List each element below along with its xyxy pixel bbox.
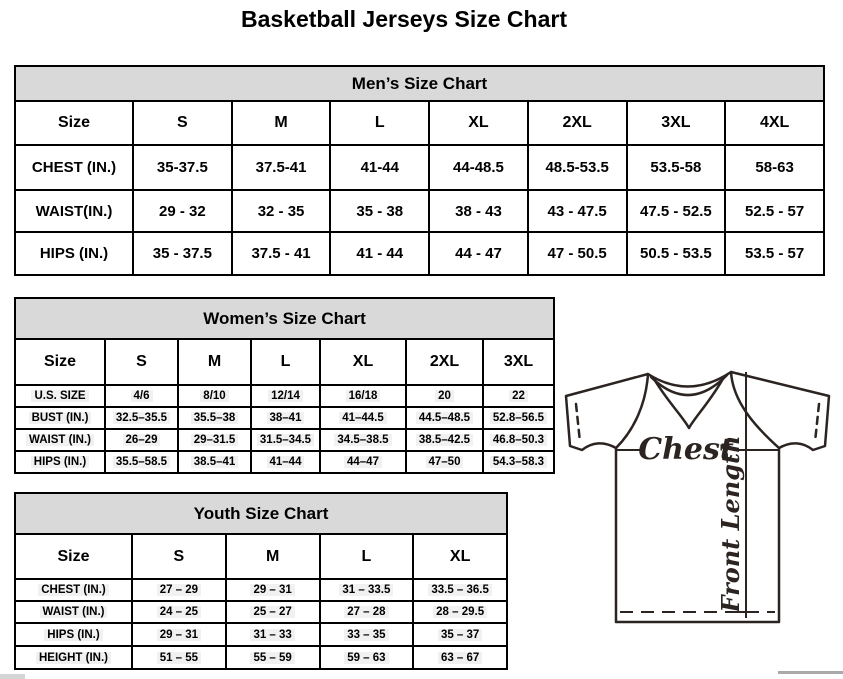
size-cell: 54.3–58.3 — [483, 451, 554, 473]
size-cell: 37.5 - 41 — [232, 232, 331, 275]
column-header: Size — [15, 534, 132, 579]
column-header: XL — [320, 339, 406, 385]
column-header: S — [105, 339, 178, 385]
size-cell: 4/6 — [105, 385, 178, 407]
size-cell: 35 - 38 — [330, 190, 429, 232]
row-label-text: WAIST (IN.) — [26, 434, 94, 446]
size-cell: 47.5 - 52.5 — [627, 190, 726, 232]
column-header: XL — [413, 534, 507, 579]
mens-size-chart-table — [14, 65, 825, 276]
size-cell: 50.5 - 53.5 — [627, 232, 726, 275]
column-header: L — [320, 534, 414, 579]
row-label-text: U.S. SIZE — [31, 390, 88, 402]
row-label — [15, 646, 132, 669]
youth-size-chart-table — [14, 492, 508, 670]
table-row — [15, 232, 824, 275]
size-cell: 28 – 29.5 — [413, 601, 507, 623]
column-header: M — [226, 534, 320, 579]
row-label — [15, 385, 105, 407]
column-header: M — [232, 101, 331, 145]
column-header: Size — [15, 339, 105, 385]
size-cell: 35 - 37.5 — [133, 232, 232, 275]
table-row — [15, 623, 507, 646]
size-cell: 31 – 33 — [226, 623, 320, 646]
size-cell: 29 – 31 — [132, 623, 226, 646]
row-label-text: HIPS (IN.) — [31, 456, 89, 468]
jersey-diagram — [556, 362, 841, 634]
table-row — [15, 601, 507, 623]
size-cell: 20 — [406, 385, 483, 407]
size-cell: 41 - 44 — [330, 232, 429, 275]
size-cell: 44.5–48.5 — [406, 407, 483, 429]
table-row — [15, 385, 554, 407]
table-row — [15, 339, 554, 385]
size-cell: 48.5-53.5 — [528, 145, 627, 190]
row-label-text: HEIGHT (IN.) — [36, 652, 111, 664]
column-header: L — [330, 101, 429, 145]
jersey-outline — [566, 372, 829, 622]
column-header: 4XL — [725, 101, 824, 145]
table-row — [15, 646, 507, 669]
row-label-text: WAIST (IN.) — [40, 606, 108, 618]
row-label — [15, 579, 132, 601]
size-cell: 51 – 55 — [132, 646, 226, 669]
size-cell: 29 - 32 — [133, 190, 232, 232]
size-cell: 29–31.5 — [178, 429, 251, 451]
size-cell: 37.5-41 — [232, 145, 331, 190]
size-cell: 63 – 67 — [413, 646, 507, 669]
size-cell: 31 – 33.5 — [320, 579, 414, 601]
size-cell: 31.5–34.5 — [251, 429, 320, 451]
table-row — [15, 407, 554, 429]
table-row — [15, 66, 824, 101]
column-header: 3XL — [627, 101, 726, 145]
column-header: S — [132, 534, 226, 579]
table-row — [15, 298, 554, 339]
size-cell: 26–29 — [105, 429, 178, 451]
column-header: M — [178, 339, 251, 385]
page-title: Basketball Jerseys Size Chart — [240, 6, 567, 32]
column-header: 2XL — [528, 101, 627, 145]
row-label — [15, 601, 132, 623]
size-cell: 32 - 35 — [232, 190, 331, 232]
column-header: Size — [15, 101, 133, 145]
table-row — [15, 429, 554, 451]
bottom-left-fragment — [0, 674, 25, 679]
youth-table-title: Youth Size Chart — [15, 493, 507, 534]
size-cell: 27 – 29 — [132, 579, 226, 601]
size-cell: 44-48.5 — [429, 145, 528, 190]
row-label: WAIST(IN.) — [15, 190, 133, 232]
size-cell: 38–41 — [251, 407, 320, 429]
size-cell: 41-44 — [330, 145, 429, 190]
column-header: S — [133, 101, 232, 145]
size-cell: 52.8–56.5 — [483, 407, 554, 429]
bottom-right-fragment — [778, 671, 843, 674]
row-label — [15, 407, 105, 429]
table-row — [15, 493, 507, 534]
row-label — [15, 623, 132, 646]
size-cell: 53.5 - 57 — [725, 232, 824, 275]
table-row — [15, 534, 507, 579]
size-cell: 38 - 43 — [429, 190, 528, 232]
size-cell: 22 — [483, 385, 554, 407]
mens-table-title: Men’s Size Chart — [15, 66, 824, 101]
size-cell: 41–44 — [251, 451, 320, 473]
row-label — [15, 429, 105, 451]
table-row — [15, 190, 824, 232]
size-cell: 34.5–38.5 — [320, 429, 406, 451]
table-row — [15, 579, 507, 601]
size-cell: 33.5 – 36.5 — [413, 579, 507, 601]
size-cell: 12/14 — [251, 385, 320, 407]
size-cell: 33 – 35 — [320, 623, 414, 646]
size-cell: 41–44.5 — [320, 407, 406, 429]
row-label: HIPS (IN.) — [15, 232, 133, 275]
size-cell: 44 - 47 — [429, 232, 528, 275]
front-length-label: Front Length — [716, 435, 745, 613]
size-cell: 53.5-58 — [627, 145, 726, 190]
size-cell: 55 – 59 — [226, 646, 320, 669]
column-header: 2XL — [406, 339, 483, 385]
size-cell: 47 - 50.5 — [528, 232, 627, 275]
size-cell: 16/18 — [320, 385, 406, 407]
womens-table-title: Women’s Size Chart — [15, 298, 554, 339]
size-cell: 44–47 — [320, 451, 406, 473]
size-cell: 47–50 — [406, 451, 483, 473]
size-cell: 38.5–41 — [178, 451, 251, 473]
table-row — [15, 451, 554, 473]
womens-size-chart-table — [14, 297, 555, 474]
size-cell: 35-37.5 — [133, 145, 232, 190]
row-label — [15, 451, 105, 473]
size-cell: 24 – 25 — [132, 601, 226, 623]
table-row — [15, 145, 824, 190]
size-cell: 35 – 37 — [413, 623, 507, 646]
size-cell: 46.8–50.3 — [483, 429, 554, 451]
size-cell: 59 – 63 — [320, 646, 414, 669]
row-label-text: BUST (IN.) — [29, 412, 92, 424]
row-label-text: HIPS (IN.) — [44, 629, 102, 641]
chest-label: Chest — [638, 432, 734, 467]
column-header: XL — [429, 101, 528, 145]
row-label: CHEST (IN.) — [15, 145, 133, 190]
size-cell: 25 – 27 — [226, 601, 320, 623]
size-cell: 43 - 47.5 — [528, 190, 627, 232]
size-cell: 8/10 — [178, 385, 251, 407]
column-header: 3XL — [483, 339, 554, 385]
size-cell: 27 – 28 — [320, 601, 414, 623]
size-cell: 35.5–58.5 — [105, 451, 178, 473]
size-cell: 32.5–35.5 — [105, 407, 178, 429]
size-cell: 58-63 — [725, 145, 824, 190]
size-cell: 52.5 - 57 — [725, 190, 824, 232]
size-cell: 38.5–42.5 — [406, 429, 483, 451]
column-header: L — [251, 339, 320, 385]
size-cell: 35.5–38 — [178, 407, 251, 429]
table-row — [15, 101, 824, 145]
row-label-text: CHEST (IN.) — [38, 584, 109, 596]
size-cell: 29 – 31 — [226, 579, 320, 601]
